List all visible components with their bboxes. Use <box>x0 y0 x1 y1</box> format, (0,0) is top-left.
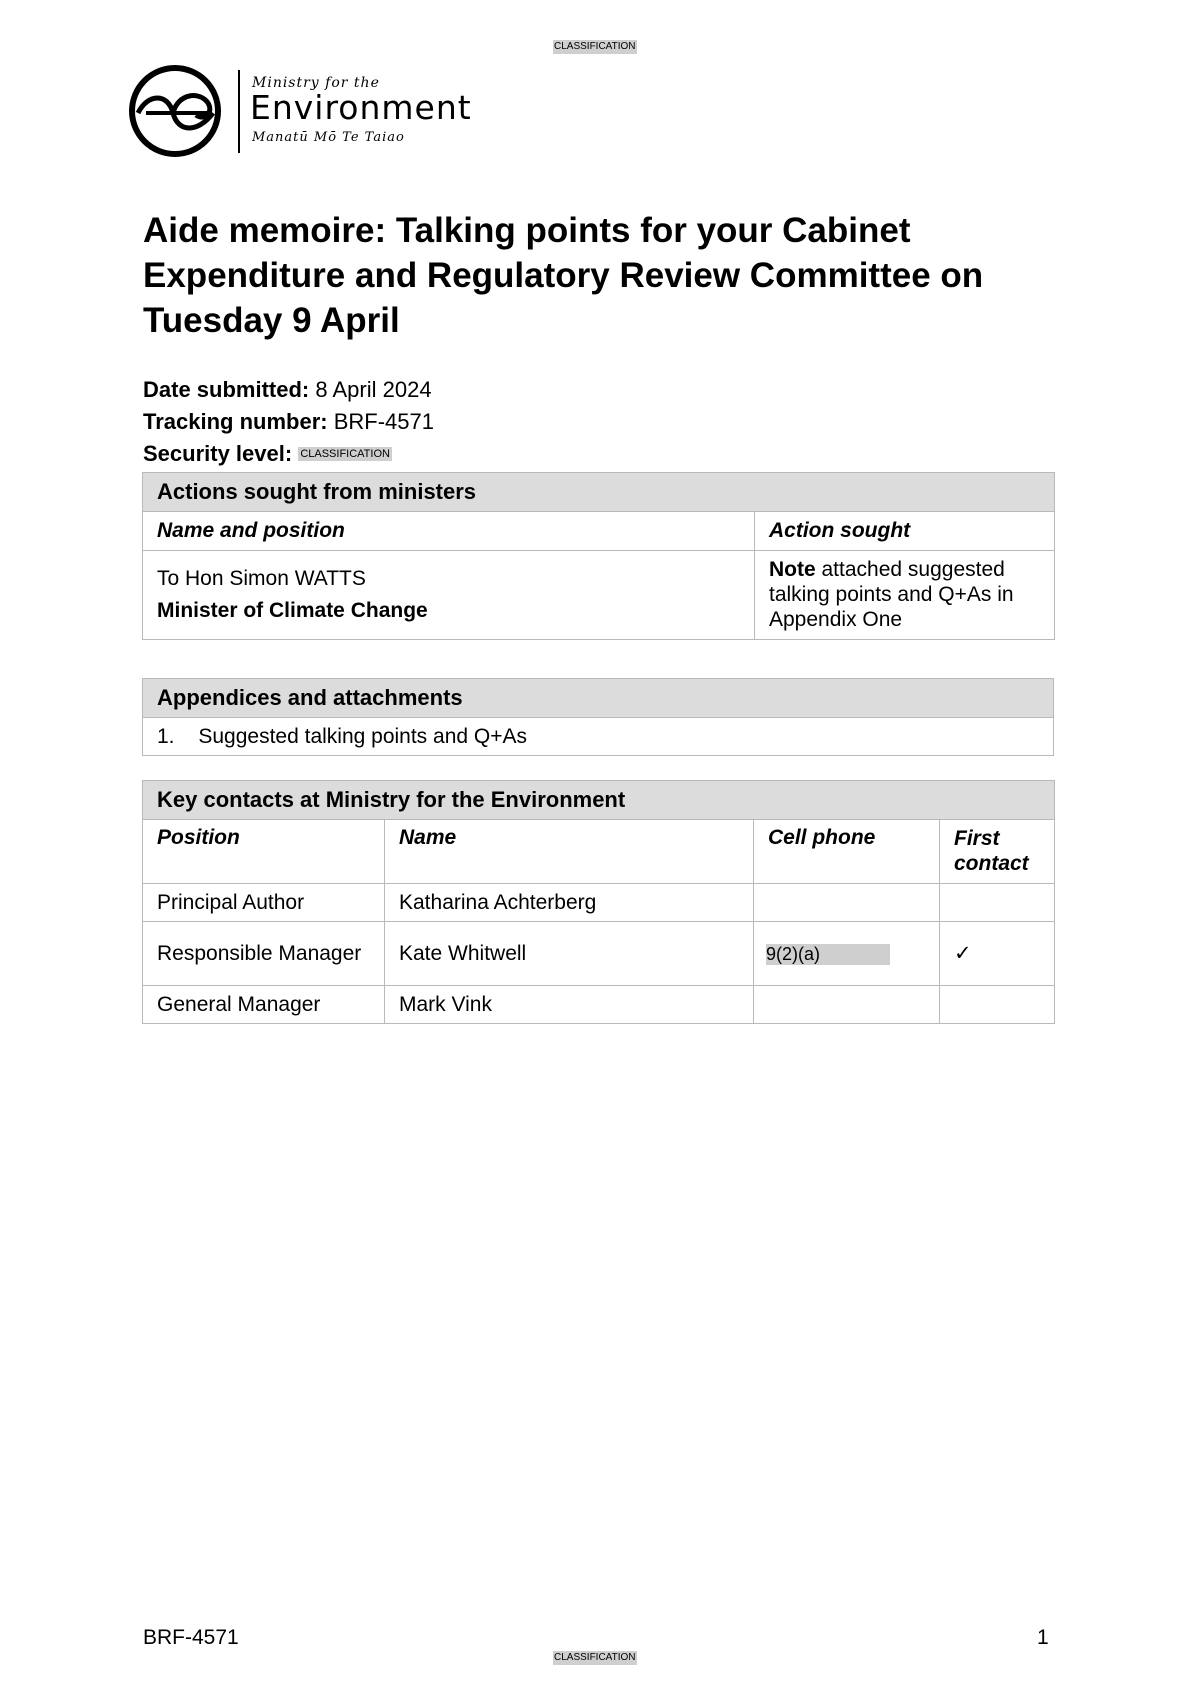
addressee-minister: Minister of Climate Change <box>157 599 428 622</box>
date-submitted <box>143 377 432 403</box>
addressee-to: To Hon Simon WATTS <box>157 567 366 590</box>
contact-phone <box>754 986 940 1024</box>
table-row <box>143 922 1055 986</box>
document-title: Aide memoire: Talking points for your Cabinet Expenditure and Regulatory Review Committee on Tuesday 9 April <box>143 211 984 340</box>
col-name-position: Name and position <box>143 512 755 551</box>
contact-first <box>940 922 1055 986</box>
action-cell <box>755 551 1055 640</box>
footer-reference: BRF-4571 <box>143 1626 239 1649</box>
table-row <box>143 884 1055 922</box>
tracking-label: Tracking number: <box>143 409 328 434</box>
contact-name: Mark Vink <box>385 986 754 1024</box>
logo-environment: Environment <box>250 88 472 127</box>
security-level <box>143 441 392 467</box>
col-action-sought: Action sought <box>755 512 1055 551</box>
contact-position: General Manager <box>143 986 385 1024</box>
appendix-item-number: 1. <box>157 724 175 748</box>
actions-table <box>142 472 1055 640</box>
contact-first <box>940 986 1055 1024</box>
security-value: CLASSIFICATION <box>300 448 390 460</box>
contacts-heading: Key contacts at Ministry for the Environment <box>143 781 1055 820</box>
action-note: Note <box>769 558 816 581</box>
contact-phone <box>754 884 940 922</box>
appendix-item-text: Suggested talking points and Q+As <box>198 724 527 748</box>
addressee-cell <box>143 551 755 640</box>
logo-divider <box>238 70 240 153</box>
col-first-contact: First contact <box>940 820 1055 884</box>
actions-heading: Actions sought from ministers <box>143 473 1055 512</box>
table-row <box>143 986 1055 1024</box>
logo-maori-name: Manatū Mō Te Taiao <box>252 130 405 145</box>
col-position: Position <box>143 820 385 884</box>
appendix-item <box>143 718 1054 756</box>
contact-name: Katharina Achterberg <box>385 884 754 922</box>
contacts-table <box>142 780 1055 1024</box>
contact-phone-cell <box>754 922 940 986</box>
page-number: 1 <box>1037 1626 1049 1649</box>
appendices-heading: Appendices and attachments <box>143 679 1054 718</box>
tracking-value: BRF-4571 <box>333 409 434 434</box>
security-label: Security level: <box>143 441 293 466</box>
col-cell-phone: Cell phone <box>754 820 940 884</box>
action-text: attached suggested talking points and Q+As in Appendix One <box>769 558 1014 631</box>
ministry-emblem-icon <box>128 63 228 163</box>
appendices-table <box>142 678 1054 756</box>
checkmark-icon: ✓ <box>954 942 972 965</box>
classification-marking-top: CLASSIFICATION <box>554 41 636 52</box>
contact-name: Kate Whitwell <box>385 922 754 986</box>
contact-position: Principal Author <box>143 884 385 922</box>
classification-marking-bottom: CLASSIFICATION <box>554 1652 636 1663</box>
logo-ministry-for-the: Ministry for the <box>252 75 380 91</box>
date-label: Date submitted: <box>143 377 310 402</box>
date-value: 8 April 2024 <box>315 377 432 402</box>
contact-first <box>940 884 1055 922</box>
tracking-number <box>143 409 434 435</box>
redacted-phone: 9(2)(a) <box>766 944 890 965</box>
contact-position: Responsible Manager <box>143 922 385 986</box>
col-name: Name <box>385 820 754 884</box>
